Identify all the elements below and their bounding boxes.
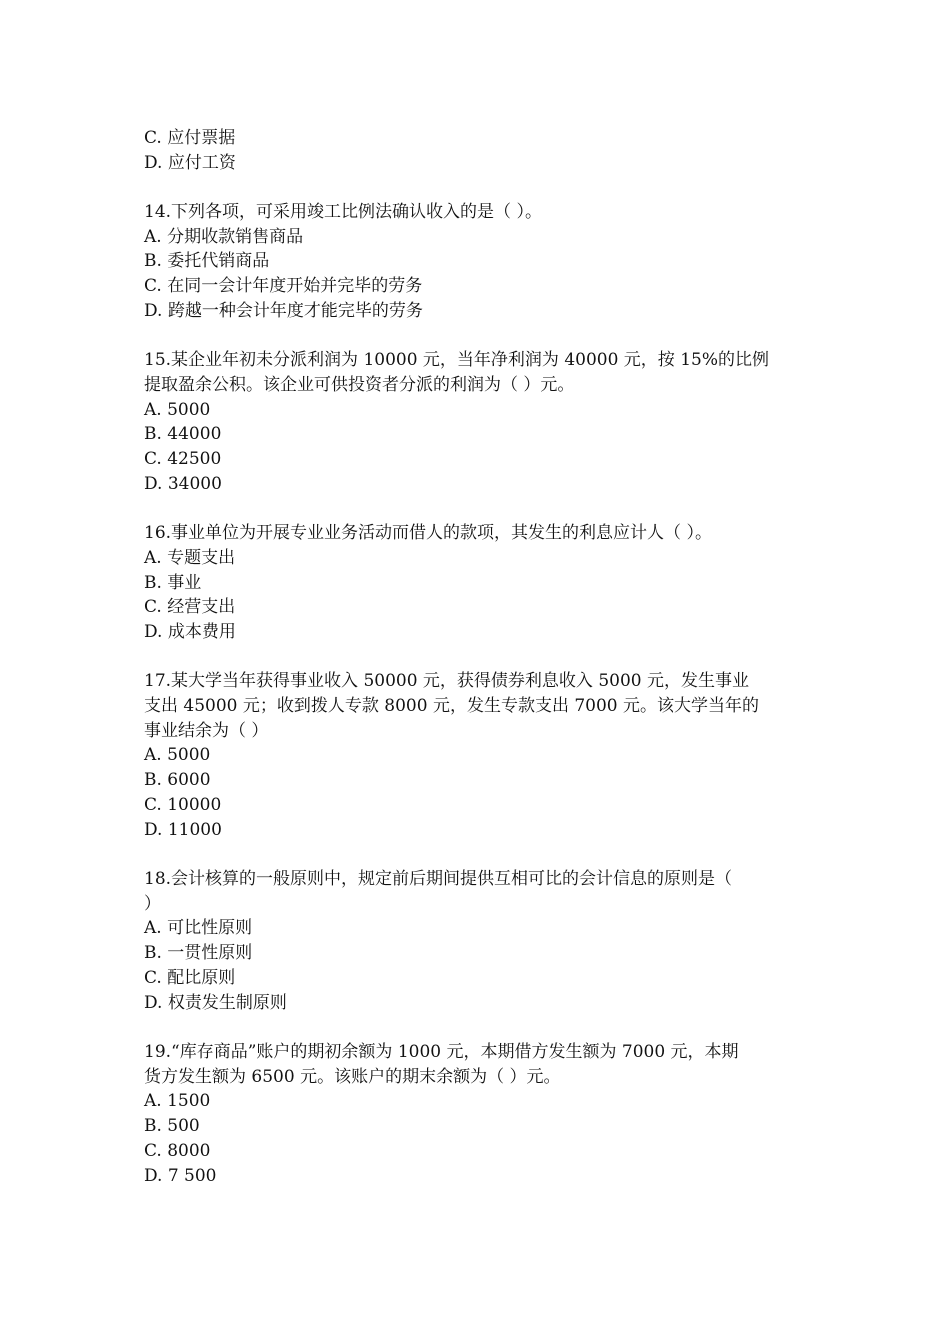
option-d: D. 7 500 [144,1165,217,1186]
stem-line: 提取盈余公积。该企业可供投资者分派的利润为（ ）元。 [144,374,575,395]
stem-line: 货方发生额为 6500 元。该账户的期末余额为（ ）元。 [144,1066,561,1087]
option-b: B. 6000 [144,770,211,791]
document-page [144,126,814,1189]
question-stem [144,669,814,743]
question-16 [144,521,814,645]
option-a: A. 1500 [144,1091,211,1112]
option-a: A. 分期收款销售商品 [144,226,304,247]
stem-line: 17.某大学当年获得事业收入 50000 元，获得债券利息收入 5000 元，发生事业 [144,671,749,692]
option-c: C. 应付票据 [144,128,236,148]
stem-line: ） [144,893,161,914]
option-a: A. 专题支出 [144,547,236,568]
question-18 [144,867,814,1016]
option-d: D. 34000 [144,473,222,494]
option-c: C. 42500 [144,449,222,470]
question-15 [144,348,814,497]
question-19 [144,1040,814,1189]
option-c: C. 在同一会计年度开始并完毕的劳务 [144,276,423,297]
stem-line: 19.“库存商品”账户的期初余额为 1000 元，本期借方发生额为 7000 元，本期 [144,1041,739,1062]
stem-line: 18.会计核算的一般原则中，规定前后期间提供互相可比的会计信息的原则是（ [144,868,733,889]
option-c: C. 8000 [144,1141,211,1162]
stem-line: 支出 45000 元；收到拨人专款 8000 元，发生专款支出 7000 元。该大学当年的 [144,695,760,716]
option-c: C. 配比原则 [144,968,236,989]
stem-line: 16.事业单位为开展专业业务活动而借人的款项，其发生的利息应计人（ ）。 [144,522,712,543]
question-stem [144,348,814,398]
option-b: B. 500 [144,1116,200,1137]
stem-line: 14.下列各项，可采用竣工比例法确认收入的是（ ）。 [144,201,542,222]
option-c: C. 经营支出 [144,597,236,618]
question-stem [144,200,814,225]
question-17 [144,669,814,843]
option-d: D. 应付工资 [144,152,236,173]
question-stem [144,521,814,546]
option-d: D. 成本费用 [144,622,236,643]
option-d: D. 权责发生制原则 [144,992,287,1013]
leading-options [144,126,814,176]
option-a: A. 可比性原则 [144,918,253,939]
option-b: B. 事业 [144,572,202,593]
option-a: A. 5000 [144,745,211,766]
option-d: D. 跨越一种会计年度才能完毕的劳务 [144,300,423,321]
stem-line: 事业结余为（ ） [144,720,269,741]
option-d: D. 11000 [144,819,222,840]
option-c: C. 10000 [144,795,222,816]
stem-line: 15.某企业年初未分派利润为 10000 元，当年净利润为 40000 元，按 15%的比例 [144,349,769,370]
option-b: B. 委托代销商品 [144,251,270,272]
option-b: B. 44000 [144,424,222,445]
option-b: B. 一贯性原则 [144,943,253,964]
question-14 [144,200,814,324]
option-a: A. 5000 [144,399,211,420]
question-stem [144,1040,814,1090]
question-stem [144,867,814,917]
